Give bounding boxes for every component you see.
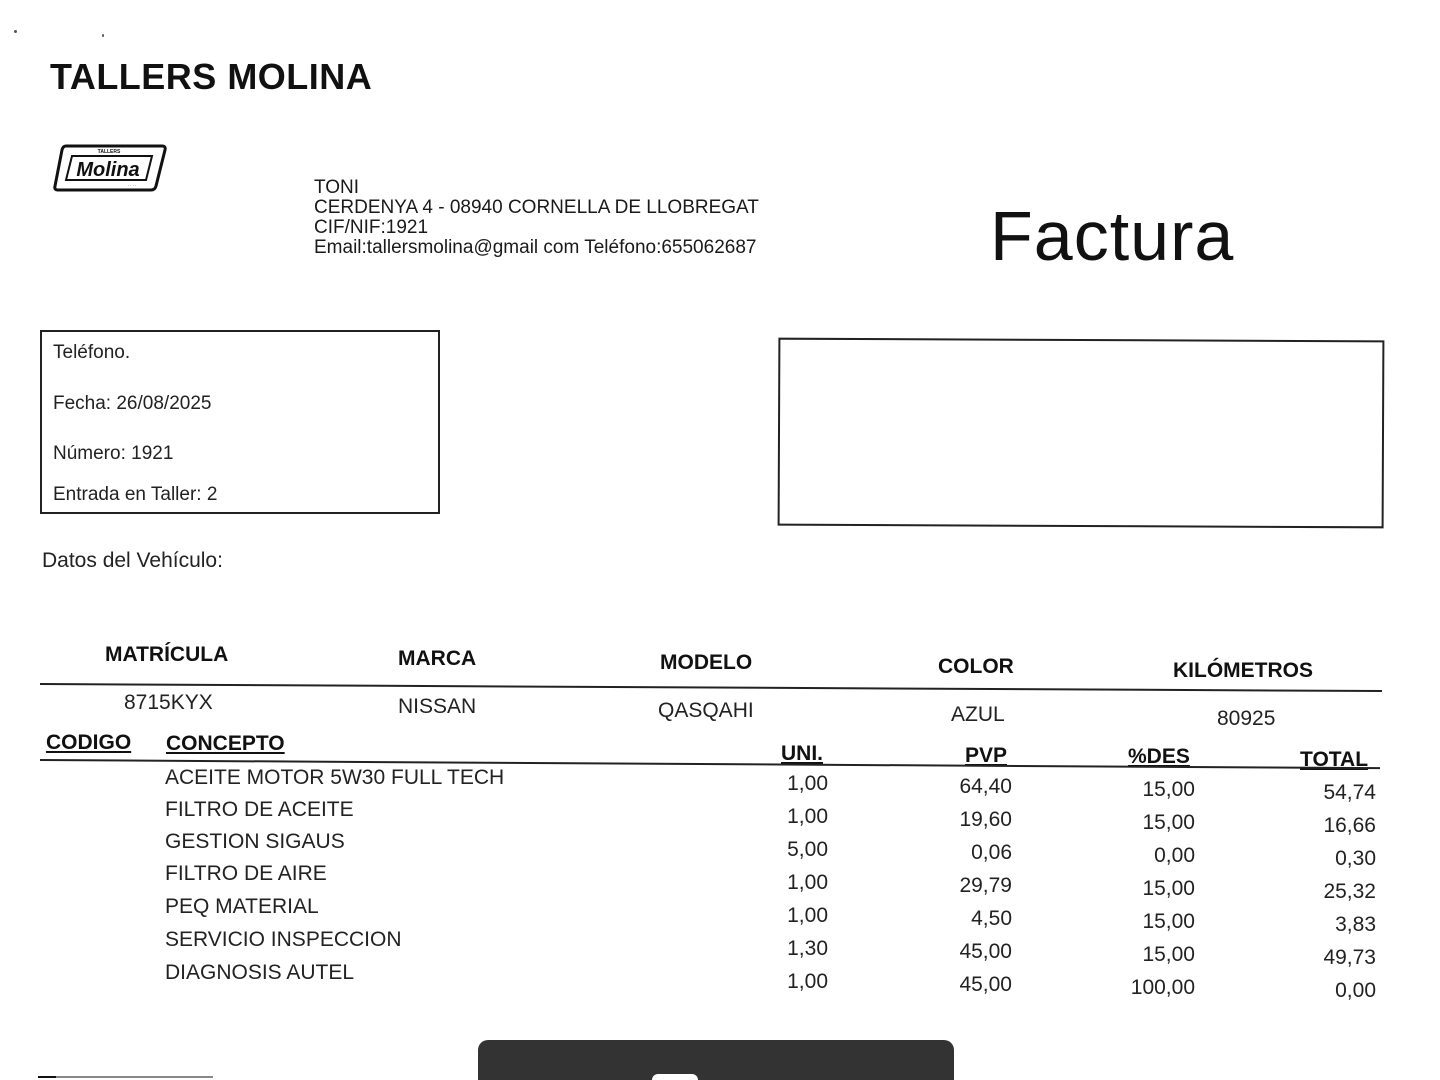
item-uni: 5,00 [787,838,828,861]
scan-speck [14,30,17,33]
table-row [0,928,1440,969]
item-pvp: 0,06 [971,841,1012,864]
item-total: 16,66 [1323,814,1376,837]
header-modelo: MODELO [660,651,753,674]
toolbar-handle[interactable] [652,1074,698,1080]
item-pvp: 19,60 [959,808,1012,831]
item-pvp: 64,40 [959,775,1012,798]
company-logo [52,142,168,194]
vehicle-color: AZUL [951,703,1005,726]
vehicle-kilometros: 80925 [1217,707,1276,730]
item-des: 15,00 [1142,811,1195,834]
item-uni: 1,00 [787,772,828,795]
item-pvp: 45,00 [959,973,1012,996]
scan-speck [102,34,104,37]
workshop-entry: Entrada en Taller: 2 [53,484,218,505]
client-telefono: Teléfono. [53,342,131,363]
item-des: 15,00 [1142,877,1195,900]
item-concepto: FILTRO DE AIRE [165,862,327,885]
item-des: 15,00 [1142,943,1195,966]
svg-text:Molina: Molina [76,159,140,181]
item-des: 0,00 [1154,844,1195,867]
item-total: 0,30 [1335,847,1376,870]
item-uni: 1,00 [787,805,828,828]
company-email-phone: Email:tallersmolina@gmail com Teléfono:655062687 [314,237,757,258]
client-info-box [40,330,440,514]
company-address: CERDENYA 4 - 08940 CORNELLA DE LLOBREGAT [314,197,759,218]
vehicle-modelo: QASQAHI [658,699,754,722]
header-concepto: CONCEPTO [166,732,285,755]
header-des: %DES [1128,745,1190,768]
footer-divider [38,1076,213,1078]
header-marca: MARCA [398,647,477,670]
company-info [314,178,759,258]
header-pvp: PVP [965,744,1008,767]
item-uni: 1,00 [787,970,828,993]
item-des: 15,00 [1142,910,1195,933]
item-concepto: PEQ MATERIAL [165,895,319,918]
item-total: 25,32 [1323,880,1376,903]
table-row [0,895,1440,936]
contact-name: TONI [314,177,360,198]
svg-text:TALLERS: TALLERS [97,149,121,155]
table-row [0,961,1440,1002]
header-uni: UNI. [781,742,823,765]
item-total: 49,73 [1323,946,1376,969]
vehicle-matricula: 8715KYX [124,691,213,714]
item-total: 0,00 [1335,979,1376,1002]
table-row [0,798,1440,837]
overlay-toolbar[interactable] [478,1040,954,1080]
item-uni: 1,30 [787,937,828,960]
table-row [0,766,1440,804]
item-concepto: GESTION SIGAUS [165,830,345,853]
item-uni: 1,00 [787,904,828,927]
item-des: 100,00 [1130,976,1195,999]
item-pvp: 29,79 [959,874,1012,897]
molina-logo-icon [52,142,168,194]
vehicle-header-divider [40,683,1382,692]
customer-address-box [778,338,1385,529]
table-row [0,862,1440,903]
table-row [0,830,1440,870]
header-kilometros: KILÓMETROS [1173,659,1313,682]
item-total: 54,74 [1323,781,1376,804]
item-concepto: ACEITE MOTOR 5W30 FULL TECH [165,766,505,789]
header-color: COLOR [938,655,1014,678]
invoice-date: Fecha: 26/08/2025 [53,393,212,414]
item-concepto: SERVICIO INSPECCION [165,928,402,951]
vehicle-marca: NISSAN [398,695,477,718]
header-codigo: CODIGO [46,731,132,754]
company-cif: CIF/NIF:1921 [314,217,429,238]
item-des: 15,00 [1142,778,1195,801]
document-title: Factura [990,197,1235,275]
header-matricula: MATRÍCULA [105,643,229,666]
item-concepto: FILTRO DE ACEITE [165,798,354,821]
header-total: TOTAL [1300,748,1369,771]
item-pvp: 45,00 [959,940,1012,963]
vehicle-section-label: Datos del Vehículo: [42,549,223,572]
item-pvp: 4,50 [971,907,1012,930]
svg-text:· · · ·: · · · · [127,183,137,188]
item-uni: 1,00 [787,871,828,894]
company-name: TALLERS MOLINA [50,56,373,97]
item-total: 3,83 [1335,913,1376,936]
item-concepto: DIAGNOSIS AUTEL [165,961,355,984]
invoice-number: Número: 1921 [53,443,174,464]
